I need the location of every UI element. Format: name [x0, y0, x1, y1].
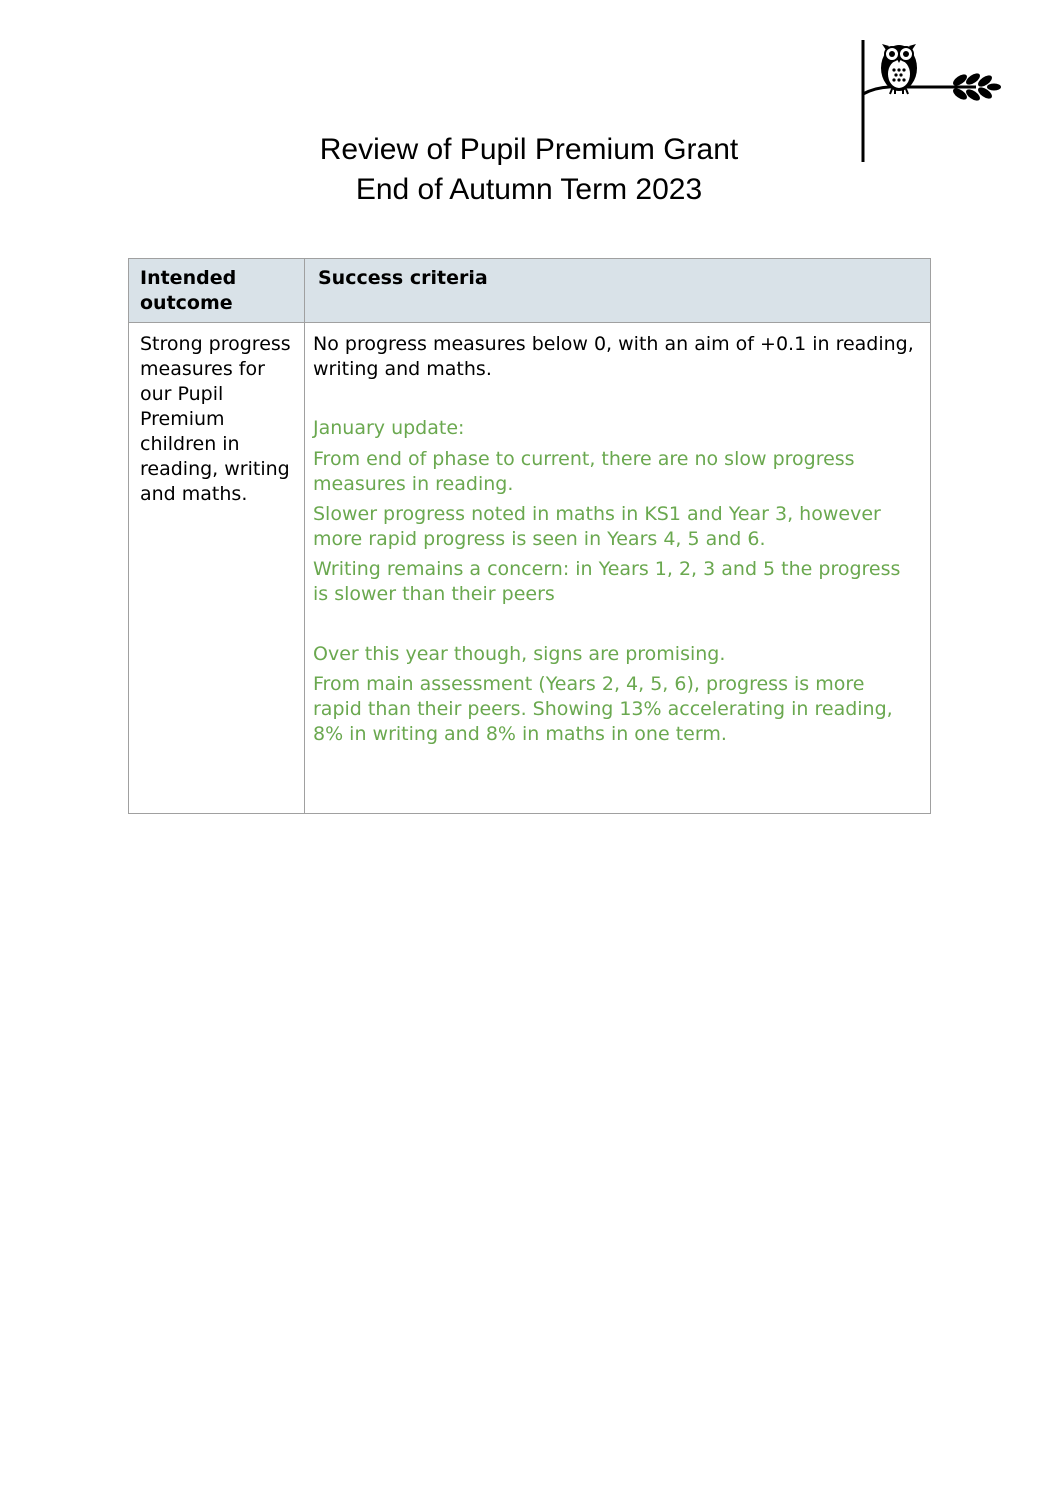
update-paragraph: From end of phase to current, there are no slow progress measures in reading.	[313, 448, 855, 495]
review-table	[128, 258, 931, 814]
update-paragraph: Slower progress noted in maths in KS1 and Year 3, however more rapid progress is seen in Years 4, 5 and 6.	[313, 503, 881, 550]
outcome-cell: Strong progress measures for our Pupil Premium children in reading, writing and maths.	[129, 323, 305, 814]
table-header-row	[129, 259, 931, 323]
update-title: January update:	[313, 417, 465, 439]
update-paragraph: Writing remains a concern: in Years 1, 2, 3 and 5 the progress is slower than their peers	[313, 558, 901, 605]
criteria-text: No progress measures below 0, with an aim of +0.1 in reading, writing and maths.	[313, 333, 914, 380]
criteria-cell	[305, 323, 931, 814]
title-line-1: Review of Pupil Premium Grant	[319, 133, 739, 166]
table-row	[129, 323, 931, 814]
page-title	[0, 130, 1058, 210]
header-intended-outcome: Intended outcome	[129, 259, 305, 323]
year-paragraph: From main assessment (Years 2, 4, 5, 6), progress is more rapid than their peers. Showing 13% accelerating in reading, 8% in writing and 8% in maths in one term.	[313, 673, 893, 745]
year-paragraph: Over this year though, signs are promising.	[313, 643, 726, 665]
title-line-2: End of Autumn Term 2023	[355, 173, 703, 206]
header-success-criteria: Success criteria	[305, 259, 931, 323]
